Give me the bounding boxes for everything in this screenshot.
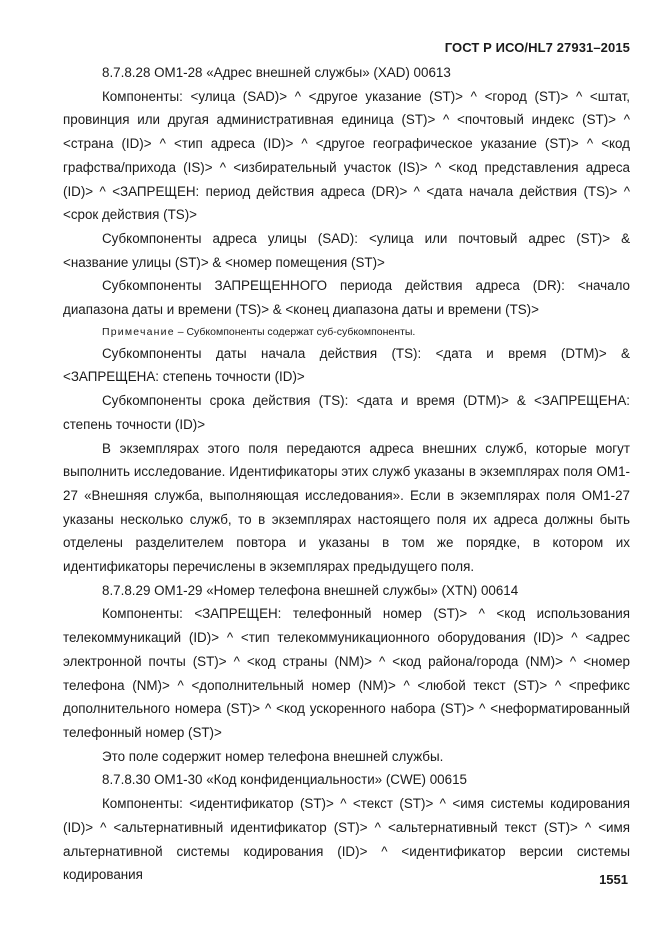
paragraph-subcomponents-dr: Субкомпоненты ЗАПРЕЩЕННОГО периода действия адреса (DR): <начало диапазона даты и времени (TS)> & <конец диапазона даты и времени (TS)> xyxy=(63,278,630,318)
paragraph-components-om1-30: Компоненты: <идентификатор (ST)> ^ <текст (ST)> ^ <имя системы кодирования (ID)> ^ <альтернативный идентификатор (ST)> ^ <альтернативный текст (ST)> ^ <имя альтернативной системы кодирования (ID)> ^ <идентификатор версии системы кодирования xyxy=(63,796,630,883)
paragraph-subcomponents-start-ts: Субкомпоненты даты начала действия (TS): <дата и время (DTM)> & <ЗАПРЕЩЕНА: степень точности (ID)> xyxy=(63,345,630,385)
page-header: ГОСТ Р ИСО/HL7 27931–2015 xyxy=(444,40,630,55)
page-number: 1551 xyxy=(599,872,628,887)
paragraph-subcomponents-sad: Субкомпоненты адреса улицы (SAD): <улица или почтовый адрес (ST)> & <название улицы (ST)> & <номер помещения (ST)> xyxy=(63,230,630,270)
note-text: – Субкомпоненты содержат суб-субкомпоненты. xyxy=(177,325,416,338)
paragraph-subcomponents-duration-ts: Субкомпоненты срока действия (TS): <дата и время (DTM)> & <ЗАПРЕЩЕНА: степень точности (ID)> xyxy=(63,393,630,432)
section-heading-om1-30: 8.7.8.30 OM1-30 «Код конфиденциальности» (CWE) 00615 xyxy=(102,772,467,788)
section-heading-om1-29: 8.7.8.29 OM1-29 «Номер телефона внешней службы» (XTN) 00614 xyxy=(102,582,519,598)
paragraph-description-om1-28: В экземплярах этого поля передаются адреса внешних служб, которые могут выполнить исследование. Идентификаторы этих служб указаны в экземплярах поля OM1-27 «Внешняя служба, выполняющая исследования». Если в экземплярах поля OM1-27 указаны несколько служб, то в экземплярах настоящего поля их адреса должны быть отделены разделителем повтора и указаны в том же порядке, в котором их идентификаторы перечислены в экземплярах предыдущего поля. xyxy=(63,440,630,575)
note xyxy=(63,322,630,342)
document-body xyxy=(63,61,630,887)
section-heading-om1-28: 8.7.8.28 OM1-28 «Адрес внешней службы» (XAD) 00613 xyxy=(102,65,451,80)
paragraph-components-om1-28: Компоненты: <улица (SAD)> ^ <другое указание (ST)> ^ <город (ST)> ^ <штат, провинция или другая административная единица (ST)> ^ <почтовый индекс (ST)> ^ <страна (ID)> ^ <тип адреса (ID)> ^ <другое географическое указание (ST)> ^ <код графства/прихода (IS)> ^ <избирательный участок (IS)> ^ <код представления адреса (ID)> ^ <ЗАПРЕЩЕН: период действия адреса (DR)> ^ <дата начала действия (TS)> ^ <срок действия (TS)> xyxy=(63,88,630,223)
paragraph-components-om1-29: Компоненты: <ЗАПРЕЩЕН: телефонный номер (ST)> ^ <код использования телекоммуникаций (ID)> ^ <тип телекоммуникационного оборудования (ID)> ^ <адрес электронной почты (ST)> ^ <код страны (NM)> ^ <код района/города (NM)> ^ <номер телефона (NM)> ^ <дополнительный номер (NM)> ^ <любой текст (ST)> ^ <префикс дополнительного номера (ST)> ^ <код ускоренного набора (ST)> ^ <неформатированный телефонный номер (ST)> xyxy=(63,606,630,740)
paragraph-description-om1-29: Это поле содержит номер телефона внешней службы. xyxy=(102,748,444,764)
note-label: Примечание xyxy=(102,325,175,338)
